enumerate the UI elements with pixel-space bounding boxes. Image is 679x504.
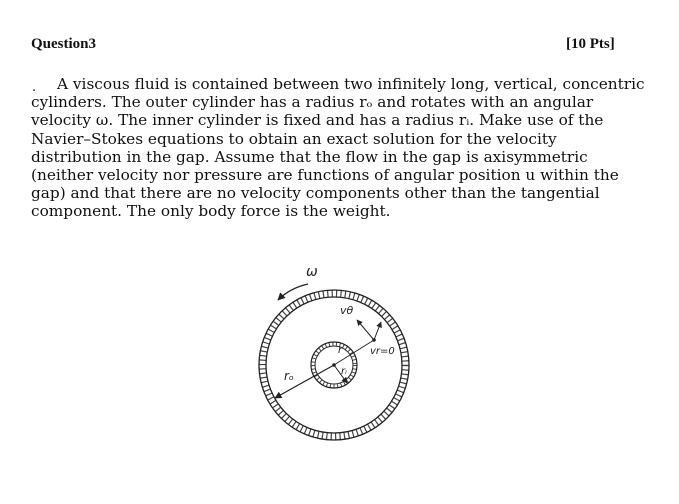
v-r-label: vr=0: [370, 346, 395, 357]
radius-label: r: [338, 345, 343, 356]
v-r-arrow: [374, 322, 381, 340]
v-theta-label: vθ: [340, 304, 354, 317]
inner-radius-label: rᵢ: [341, 366, 347, 377]
problem-statement: A viscous fluid is contained between two infinitely long, vertical, concentric cylinders. The outer cylinder has a radius rₒ and rotates with an angular velocity ω. The inner cylinder is fixed and has a radius rᵢ. Make use of the Navier–Stokes equations to obtain an exact solution for the velocity distribution in the gap. Assume that the flow in the gap is axisymmetric (neither velocity nor pressure are functions of angular position u within the gap) and that there are no velocity components other than the tangential component. The only body force is the weight.: [31, 75, 645, 221]
rotation-arrow: [278, 284, 308, 300]
bullet-marker: .: [32, 80, 37, 95]
outer-radius-label: rₒ: [284, 369, 294, 383]
v-theta-arrow: [357, 320, 374, 340]
omega-label: ω: [306, 264, 318, 280]
question-title: Question3: [31, 36, 97, 52]
question-points: [10 Pts]: [566, 36, 615, 52]
concentric-cylinders-figure: [250, 262, 418, 448]
